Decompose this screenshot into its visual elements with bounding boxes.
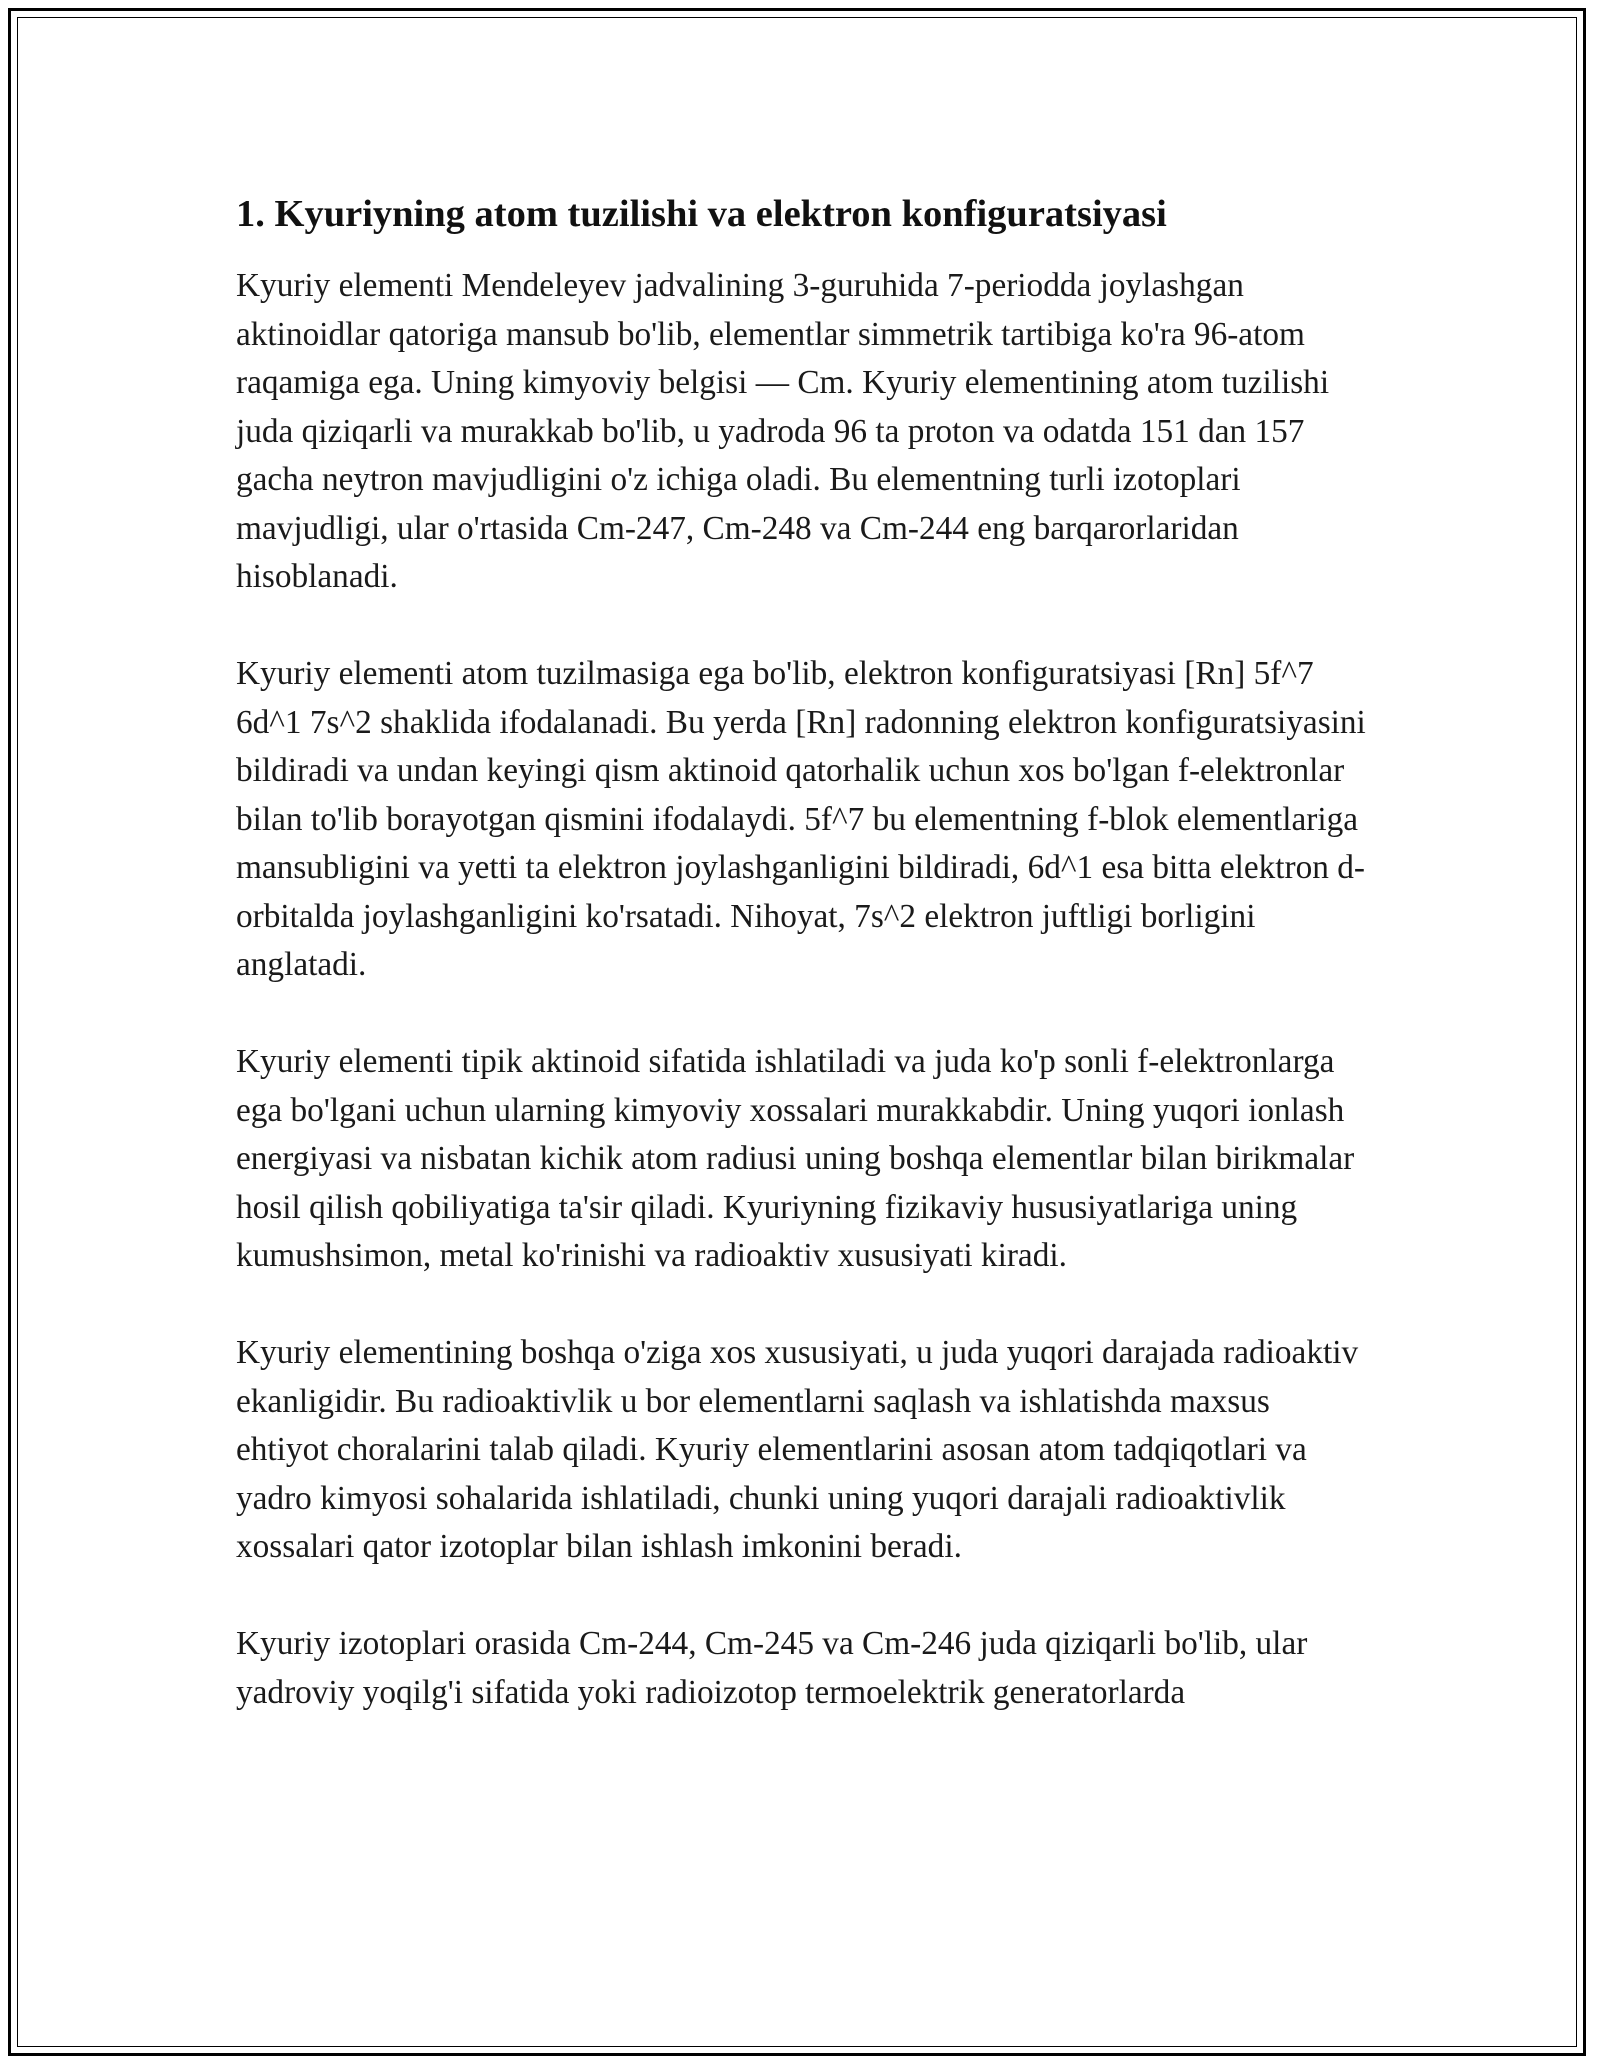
paragraph-5: Kyuriy izotoplari orasida Cm-244, Cm-245 va Cm-246 juda qiziqarli bo'lib, ular yadroviy yoqilg'i sifatida yoki radioizotop termoelektrik generatorlarda — [236, 1625, 1308, 1711]
paragraph-4: Kyuriy elementining boshqa o'ziga xos xususiyati, u juda yuqori darajada radioaktiv ekanligidir. Bu radioaktivlik u bor elementlarni saqlash va ishlatishda maxsus ehtiyot choralarini talab qiladi. Kyuriy elementlarini asosan atom tadqiqotlari va yadro kimyosi sohalarida ishlatiladi, chunki uning yuqori darajali radioaktivlik xossalari qator izotoplar bilan ishlash imkonini beradi. — [236, 1334, 1359, 1565]
paragraph-2: Kyuriy elementi atom tuzilmasiga ega bo'lib, elektron konfiguratsiyasi [Rn] 5f^7 6d^1 7s^2 shaklida ifodalanadi. Bu yerda [Rn] radonning elektron konfiguratsiyasini bildiradi va undan keyingi qism aktinoid qatorhalik uchun xos bo'lgan f-elektronlar bilan to'lib borayotgan qismini ifodalaydi. 5f^7 bu elementning f-blok elementlariga mansubligini va yetti ta elektron joylashganligini bildiradi, 6d^1 esa bitta elektron d-orbitalda joylashganligini ko'rsatadi. Nihoyat, 7s^2 elektron juftligi borligini anglatadi. — [236, 655, 1366, 983]
section-heading: 1. Kyuriyning atom tuzilishi va elektron konfiguratsiyasi — [236, 193, 1167, 235]
paragraph-1: Kyuriy elementi Mendeleyev jadvalining 3-guruhida 7-periodda joylashgan aktinoidlar qatoriga mansub bo'lib, elementlar simmetrik tartibiga ko'ra 96-atom raqamiga ega. Uning kimyoviy belgisi — Cm. Kyuriy elementining atom tuzilishi juda qiziqarli va murakkab bo'lib, u yadroda 96 ta proton va odatda 151 dan 157 gacha neytron mavjudligini o'z ichiga oladi. Bu elementning turli izotoplari mavjudligi, ular o'rtasida Cm-247, Cm-248 va Cm-244 eng barqarorlaridan hisoblanadi. — [236, 267, 1330, 595]
document-body — [236, 186, 1366, 1766]
paragraph-3: Kyuriy elementi tipik aktinoid sifatida ishlatiladi va juda ko'p sonli f-elektronlarga ega bo'lgani uchun ularning kimyoviy xossalari murakkabdir. Uning yuqori ionlash energiyasi va nisbatan kichik atom radiusi uning boshqa elementlar bilan birikmalar hosil qilish qobiliyatiga ta'sir qiladi. Kyuriyning fizikaviy hususiyatlariga uning kumushsimon, metal ko'rinishi va radioaktiv xususiyati kiradi. — [236, 1043, 1355, 1274]
